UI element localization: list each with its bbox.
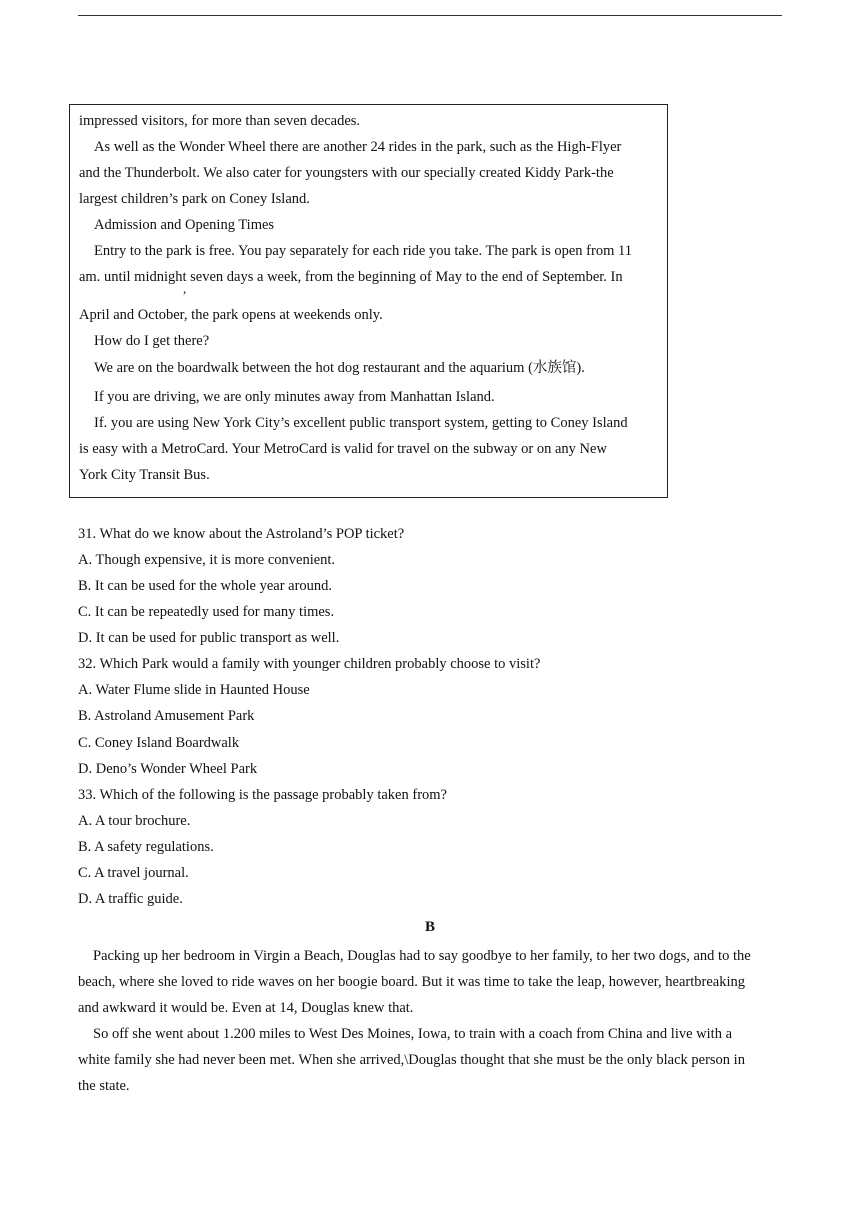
question-31-option-c: C. It can be repeatedly used for many times. (78, 604, 335, 620)
question-31-option-a: A. Though expensive, it is more convenient. (78, 552, 336, 568)
header-rule (78, 15, 782, 16)
body-line: and awkward it would be. Even at 14, Douglas knew that. (78, 1000, 414, 1016)
question-31-option-d: D. It can be used for public transport as well. (78, 630, 340, 646)
body-line: Packing up her bedroom in Virgin a Beach, Douglas had to say goodbye to her family, to her two dogs, and to the (93, 948, 751, 964)
passage-line: impressed visitors, for more than seven decades. (79, 113, 361, 129)
question-33-option-c: C. A travel journal. (78, 865, 189, 881)
body-line: So off she went about 1.200 miles to West Des Moines, Iowa, to train with a coach from China and live with a (93, 1026, 732, 1042)
passage-line: York City Transit Bus. (79, 467, 210, 483)
passage-line: largest children’s park on Coney Island. (79, 191, 310, 207)
passage-line: am. until midnight seven days a week, from the beginning of May to the end of September. In (79, 269, 623, 285)
question-32-option-c: C. Coney Island Boardwalk (78, 735, 240, 751)
question-32-option-b: B. Astroland Amusement Park (78, 708, 255, 724)
question-31-stem: 31. What do we know about the Astroland’s POP ticket? (78, 526, 405, 542)
section-heading: B (424, 919, 435, 935)
question-32-option-a: A. Water Flume slide in Haunted House (78, 682, 310, 698)
question-33-stem: 33. Which of the following is the passage probably taken from? (78, 787, 447, 803)
passage-line: If. you are using New York City’s excellent public transport system, getting to Coney Island (94, 415, 628, 431)
question-33-option-b: B. A safety regulations. (78, 839, 214, 855)
passage-line: Entry to the park is free. You pay separately for each ride you take. The park is open from 11 (94, 243, 632, 259)
question-31-option-b: B. It can be used for the whole year around. (78, 578, 333, 594)
stray-comma-mark: , (183, 281, 187, 296)
passage-box (69, 104, 668, 498)
question-33-option-d: D. A traffic guide. (78, 891, 183, 907)
body-line: the state. (78, 1078, 130, 1094)
body-line: beach, where she loved to ride waves on her boogie board. But it was time to take the leap, however, heartbreaking (78, 974, 745, 990)
passage-line: As well as the Wonder Wheel there are another 24 rides in the park, such as the High-Flyer (94, 139, 622, 155)
passage-line: is easy with a MetroCard. Your MetroCard is valid for travel on the subway or on any New (79, 441, 607, 457)
passage-line: If you are driving, we are only minutes away from Manhattan Island. (94, 389, 495, 405)
passage-line: and the Thunderbolt. We also cater for youngsters with our specially created Kiddy Park-the (79, 165, 614, 181)
question-33-option-a: A. A tour brochure. (78, 813, 191, 829)
passage-line: We are on the boardwalk between the hot dog restaurant and the aquarium (水族馆). (94, 360, 585, 376)
passage-line: April and October, the park opens at weekends only. (79, 307, 383, 323)
passage-subheading: Admission and Opening Times (94, 217, 275, 233)
question-32-stem: 32. Which Park would a family with younger children probably choose to visit? (78, 656, 541, 672)
passage-subheading: How do I get there? (94, 333, 210, 349)
body-line: white family she had never been met. When she arrived,\Douglas thought that she must be the only black person in (78, 1052, 745, 1068)
question-32-option-d: D. Deno’s Wonder Wheel Park (78, 761, 258, 777)
